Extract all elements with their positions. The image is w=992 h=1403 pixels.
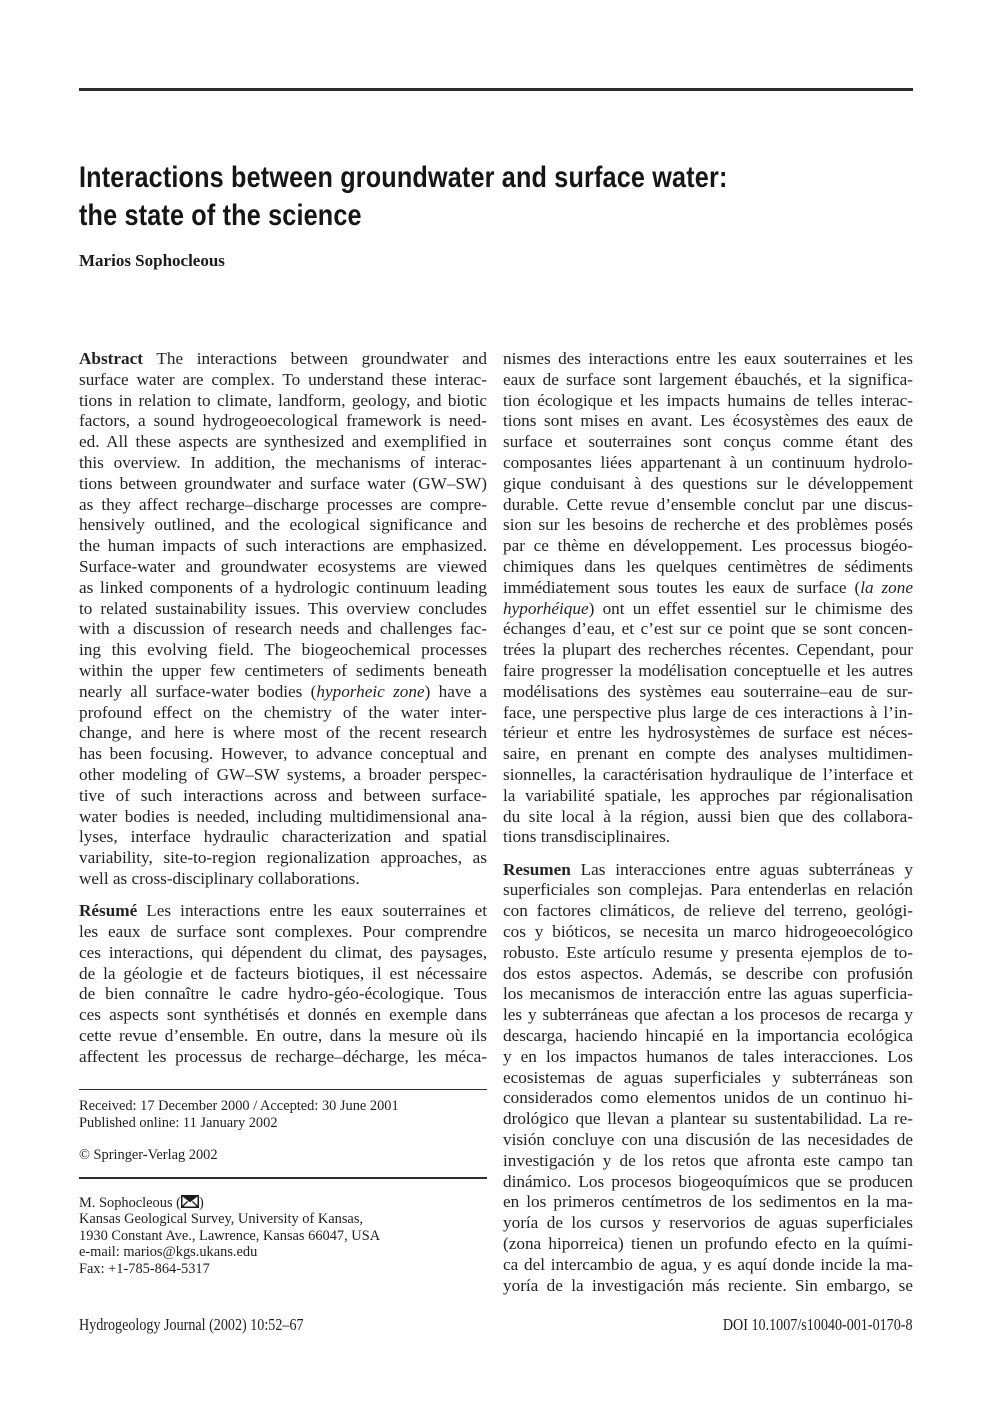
text-line: Résumé Les interactions entre les eaux souterraines et <box>79 901 487 921</box>
text-line: visión concluye con una discusión de las necesidades de <box>503 1129 913 1149</box>
left-column <box>79 349 487 1277</box>
text-line: gique conduisant à des questions sur le développement <box>503 473 913 493</box>
text-line: other modeling of GW–SW systems, a broader perspec- <box>79 764 487 784</box>
title-line-2: the state of the science <box>79 199 362 232</box>
text-line: ces aspects sont synthétisés et donnés en exemple dans <box>79 1005 487 1025</box>
text-line: yoría de los cursos y reservorios de aguas superficiales <box>503 1213 913 1233</box>
text-line: tions transdisciplinaires. <box>503 827 671 847</box>
text-line: surface water are complex. To understand these interac- <box>79 369 487 389</box>
text-line: tive of such interactions across and between surface- <box>79 785 487 805</box>
resume-paragraph <box>79 901 487 1067</box>
header-rule <box>79 88 913 91</box>
abstract-paragraph <box>79 349 487 890</box>
text-line: considerados como elementos unidos de un continuo hi- <box>503 1088 913 1108</box>
corresponding-author-name: M. Sophocleous ( <box>79 1194 181 1211</box>
text-line: la variabilité spatiale, les approches par régionalisation <box>503 785 913 805</box>
text-line: en los primeros centímetros de los sedimentos en la ma- <box>503 1192 913 1212</box>
article-history <box>79 1098 487 1132</box>
text-line: y en los impactos humanos de tales interacciones. Los <box>503 1046 913 1066</box>
text-line: within the upper few centimeters of sediments beneath <box>79 660 487 680</box>
text-line: composantes liées appartenant à un continuum hydrolo- <box>503 452 913 472</box>
text-line: yoría de la investigación más reciente. Sin embargo, se <box>503 1275 913 1295</box>
author-name: Marios Sophocleous <box>79 251 225 270</box>
text-line: ecosistemas de aguas superficiales y subterráneas son <box>503 1067 913 1087</box>
text-line: tions sont mises en avant. Les écosystèmes des eaux de <box>503 411 913 431</box>
text-line: de la géologie et de facteurs biotiques, il est nécessaire <box>79 963 487 983</box>
text-line: de bien connaître le cadre hydro-géo-écologique. Tous <box>79 984 487 1004</box>
author-address <box>79 1211 487 1277</box>
footnote-rule-top <box>79 1089 487 1091</box>
text-line: (zona hiporreica) tienen un profundo efecto en la quími- <box>503 1233 913 1253</box>
text-line: e-mail: marios@kgs.ukans.edu <box>79 1244 258 1261</box>
text-line: to related sustainability issues. This overview concludes <box>79 598 487 618</box>
text-line: face, une perspective plus large de ces interactions à l’in- <box>503 702 913 722</box>
text-line: ces interactions, qui dépendent du climat, des paysages, <box>79 942 487 962</box>
text-line: immédiatement sous toutes les eaux de surface (la zone <box>503 577 913 597</box>
text-line: sion sur les besoins de recherche et des problèmes posés <box>503 515 913 535</box>
corresponding-author-paren: ) <box>198 1194 204 1211</box>
text-line: the human impacts of such interactions are emphasized. <box>79 536 487 556</box>
text-line: 1930 Constant Ave., Lawrence, Kansas 66047, USA <box>79 1227 381 1244</box>
envelope-icon <box>181 1195 199 1208</box>
text-line: los mecanismos de interacción entre las aguas superficia- <box>503 984 913 1004</box>
text-line: with a discussion of research needs and challenges fac- <box>79 619 487 639</box>
text-line: Received: 17 December 2000 / Accepted: 30 June 2001 <box>79 1098 399 1115</box>
text-line: robusto. Este artículo resume y presenta ejemplos de to- <box>503 942 913 962</box>
text-line: drológico que llevan a plantear su sustentabilidad. La re- <box>503 1109 913 1129</box>
text-line: chimiques dans les quelques centimètres de sédiments <box>503 556 913 576</box>
text-line: Resumen Las interacciones entre aguas subterráneas y <box>503 859 913 879</box>
text-line: variability, site-to-region regionalization approaches, as <box>79 848 487 868</box>
doi-reference: DOI 10.1007/s10040-001-0170-8 <box>723 1315 913 1334</box>
text-line: Abstract The interactions between groundwater and <box>79 349 487 368</box>
text-line: hensively outlined, and the ecological significance and <box>79 515 487 535</box>
text-line: investigación y de los retos que afronta este campo tan <box>503 1150 913 1170</box>
text-line: sionnelles, la caractérisation hydraulique de l’interface et <box>503 764 913 784</box>
text-line: water bodies is needed, including multidimensional ana- <box>79 806 487 826</box>
text-line: Fax: +1-785-864-5317 <box>79 1260 210 1277</box>
footnote-rule-mid <box>79 1177 487 1179</box>
resumen-paragraph <box>503 860 913 1297</box>
resume-continued-paragraph <box>503 349 913 848</box>
text-line: cos y bióticos, se necesita un marco hidrogeoecológico <box>503 922 913 942</box>
text-line: térieur et entre les hydrosystèmes de surface est néces- <box>503 723 913 743</box>
text-line: ing this evolving field. The biogeochemical processes <box>79 640 487 660</box>
text-line: profound effect on the chemistry of the water inter- <box>79 702 487 722</box>
text-line: saire, en prenant en compte des analyses multidimen- <box>503 744 913 764</box>
text-line: Published online: 11 January 2002 <box>79 1115 278 1132</box>
text-line: eaux de surface sont largement ébauchés, et la significa- <box>503 369 913 389</box>
text-line: descarga, haciendo hincapié en la importancia ecológica <box>503 1026 913 1045</box>
text-line: tion écologique et les impacts humains de telles interac- <box>503 390 913 410</box>
text-line: superficiales son complejas. Para entenderlas en relación <box>503 880 913 900</box>
text-line: nismes des interactions entre les eaux souterraines et les <box>503 349 913 368</box>
text-line: as linked components of a hydrologic continuum leading <box>79 577 487 597</box>
text-line: dinámico. Los procesos biogeoquímicos que se producen <box>503 1171 913 1191</box>
text-line: ca del intercambio de agua, y es aquí donde incide la ma- <box>503 1254 913 1274</box>
right-column <box>503 349 913 1296</box>
corresponding-author-line <box>79 1195 487 1212</box>
text-line: well as cross-disciplinary collaborations. <box>79 868 360 888</box>
text-line: Surface-water and groundwater ecosystems are viewed <box>79 556 487 576</box>
text-line: les y subterráneas que afectan a los procesos de recarga y <box>503 1005 913 1025</box>
text-line: modélisations des systèmes eau souterraine–eau de sur- <box>503 681 913 701</box>
text-line: hyporhéique) ont un effet essentiel sur le chimisme des <box>503 598 913 618</box>
text-line: par ce thème en développement. Les processus biogéo- <box>503 536 913 556</box>
title-line-1: Interactions between groundwater and surface water: <box>79 161 728 194</box>
journal-reference: Hydrogeology Journal (2002) 10:52–67 <box>79 1315 304 1334</box>
text-line: tions in relation to climate, landform, geology, and biotic <box>79 390 487 410</box>
text-line: Kansas Geological Survey, University of Kansas, <box>79 1211 364 1228</box>
text-line: factors, a sound hydrogeoecological framework is need- <box>79 411 487 431</box>
text-line: cette revue d’ensemble. En outre, dans la mesure où ils <box>79 1026 487 1045</box>
text-line: trées la plupart des recherches récentes. Cependant, pour <box>503 640 913 660</box>
text-line: les eaux de surface sont complexes. Pour comprendre <box>79 922 487 942</box>
text-line: tions between groundwater and surface water (GW–SW) <box>79 473 487 493</box>
text-line: ed. All these aspects are synthesized and exemplified in <box>79 432 487 452</box>
text-line: lyses, interface hydraulic characterization and spatial <box>79 827 487 847</box>
text-line: affectent les processus de recharge–décharge, les méca- <box>79 1046 487 1066</box>
text-line: dos estos aspectos. Además, se describe con profusión <box>503 963 913 983</box>
text-line: con factores climáticos, de relieve del terreno, geológi- <box>503 901 913 921</box>
copyright-line: © Springer-Verlag 2002 <box>79 1147 218 1164</box>
correspondence-block <box>79 1195 487 1278</box>
text-line: surface et souterraines sont conçus comme étant des <box>503 432 913 452</box>
page-title <box>79 159 851 235</box>
text-line: nearly all surface-water bodies (hyporheic zone) have a <box>79 681 487 701</box>
text-line: this overview. In addition, the mechanisms of interac- <box>79 452 487 472</box>
text-line: durable. Cette revue d’ensemble conclut par une discus- <box>503 494 913 514</box>
text-line: faire progresser la modélisation conceptuelle et les autres <box>503 660 913 680</box>
text-line: as they affect recharge–discharge processes are compre- <box>79 494 487 514</box>
text-line: du site local à la région, aussi bien que des collabora- <box>503 806 913 826</box>
text-line: échanges d’eau, et c’est sur ce point que se sont concen- <box>503 619 913 639</box>
text-line: has been focusing. However, to advance conceptual and <box>79 744 487 764</box>
text-line: change, and here is where most of the recent research <box>79 723 487 743</box>
